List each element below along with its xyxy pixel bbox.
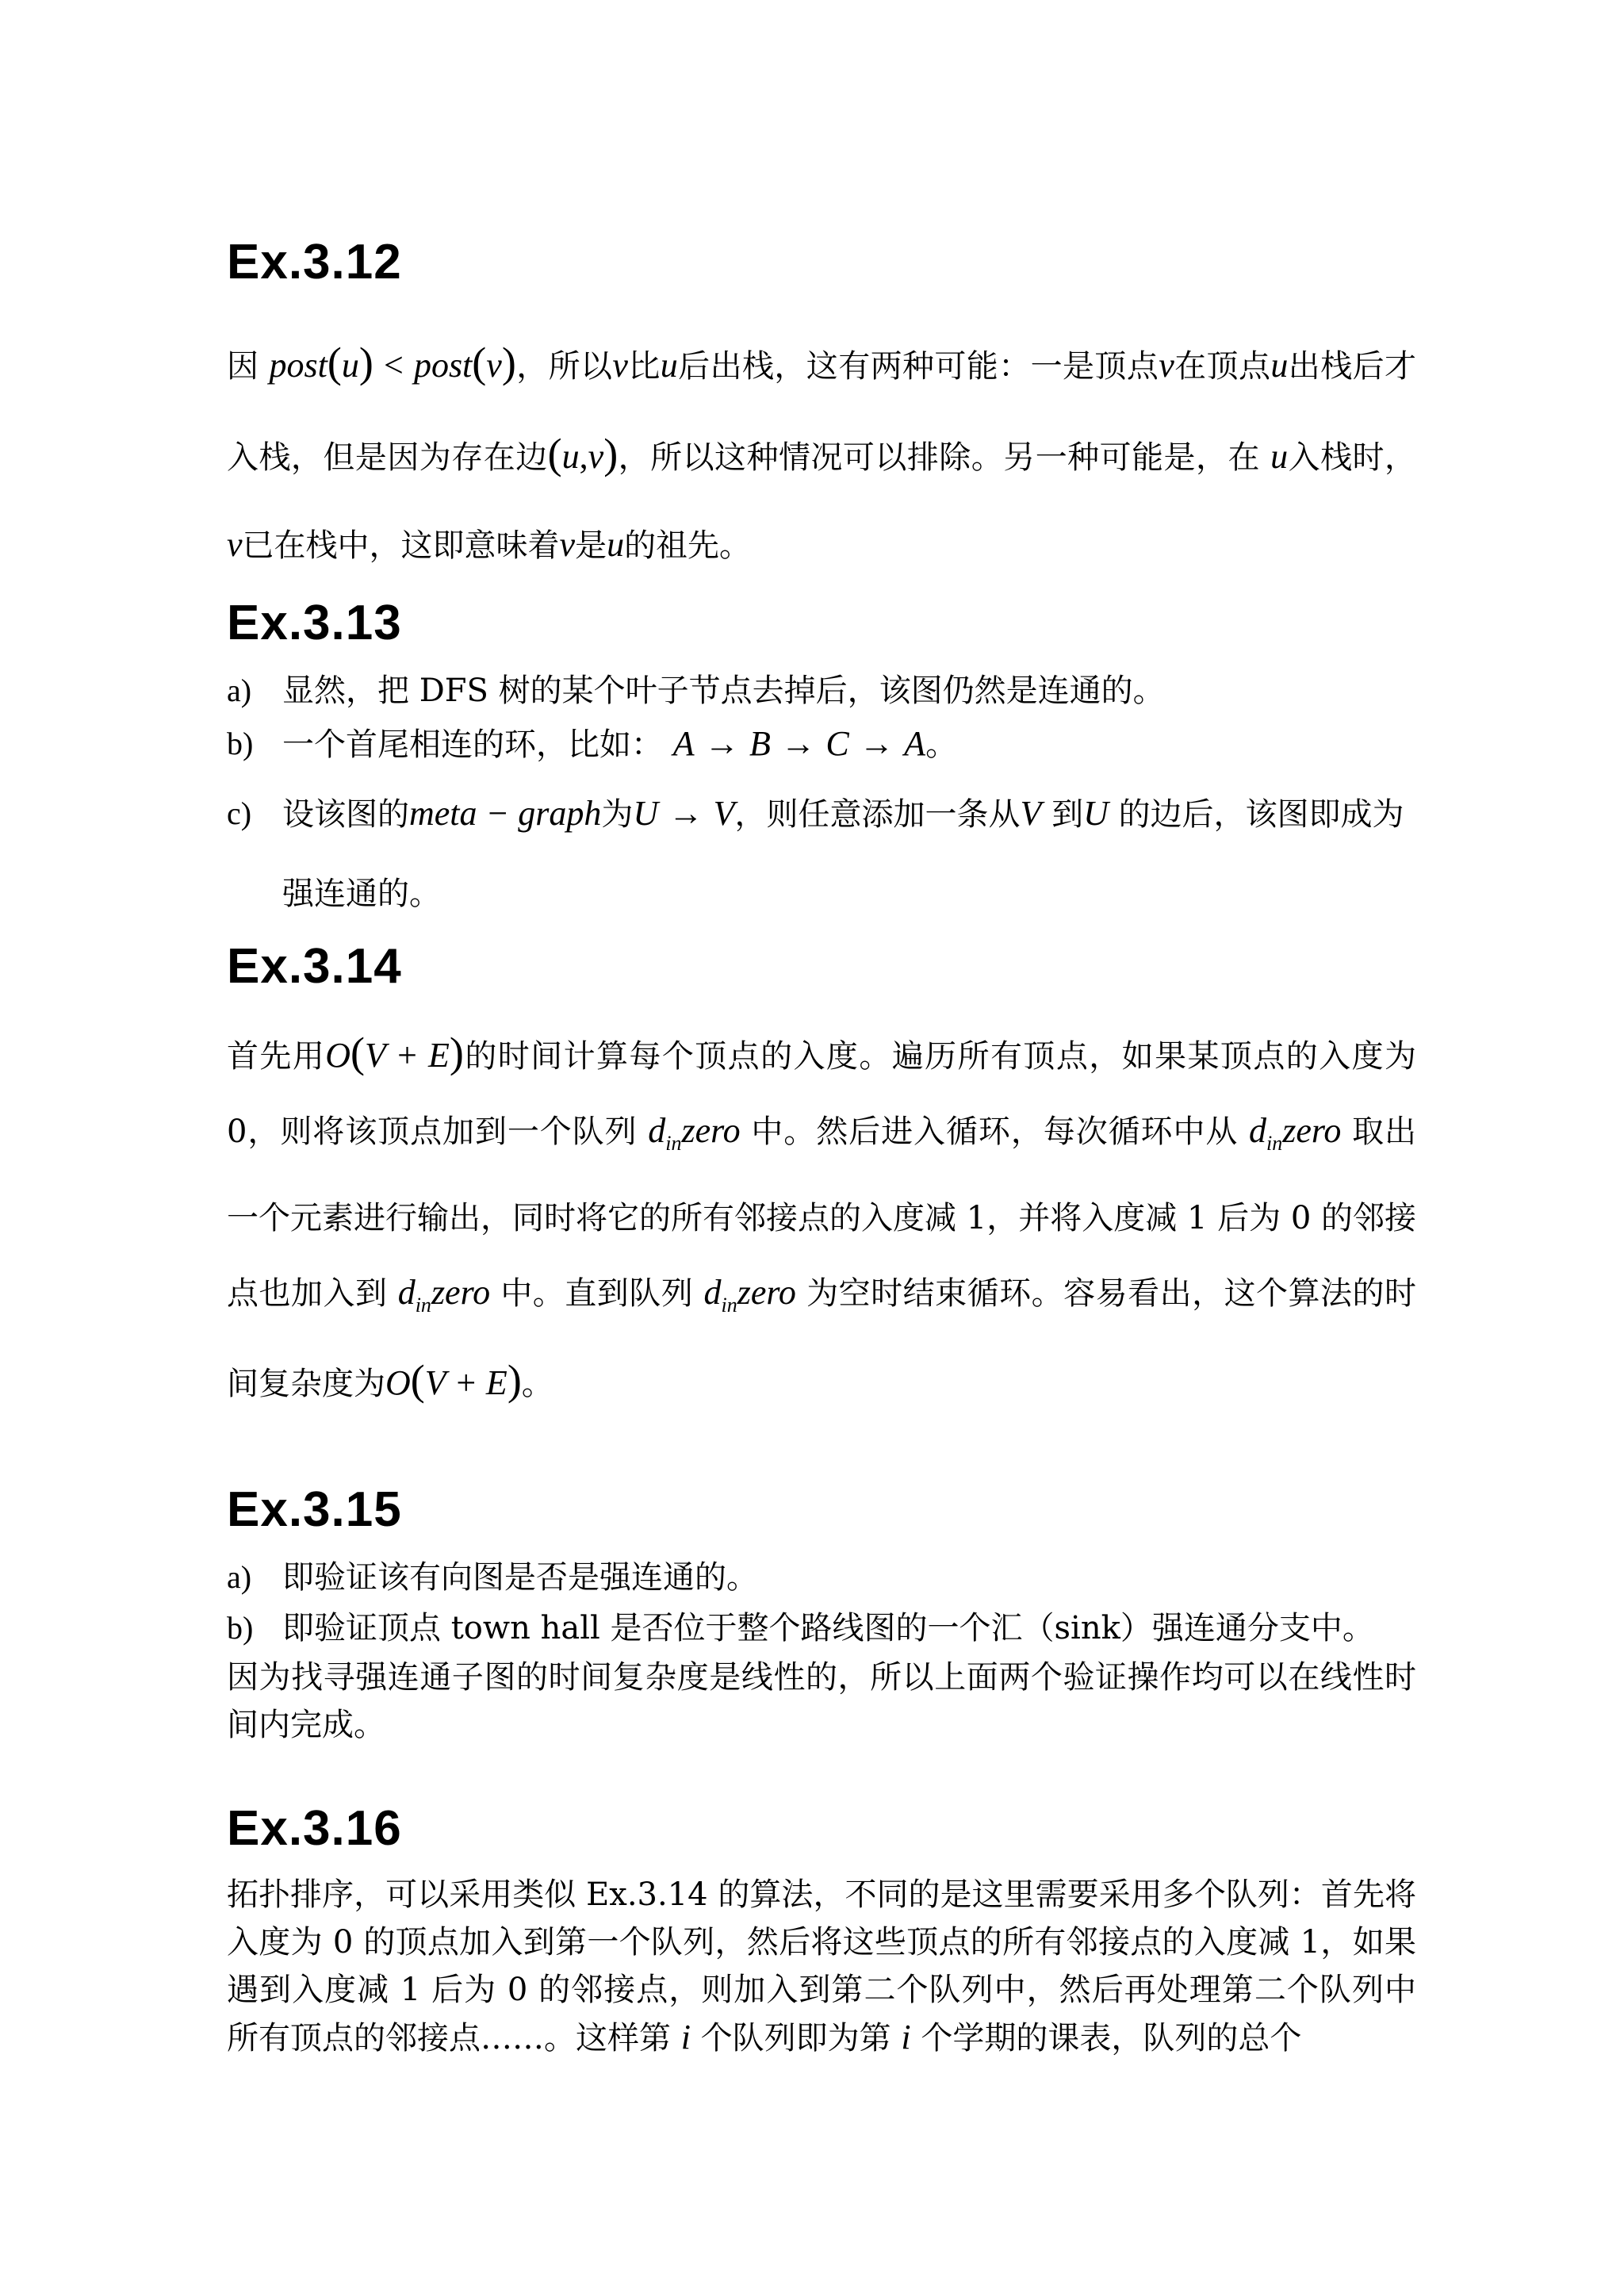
section-ex-3-15 <box>227 1482 1416 1749</box>
math-paren: ) <box>507 1356 522 1404</box>
text-run: 是 <box>575 527 607 564</box>
math-less-than: < <box>383 346 404 385</box>
list-item-text <box>282 716 1416 772</box>
text-run: 为 <box>601 796 634 833</box>
section-ex-3-13 <box>227 596 1416 933</box>
text-run: 的祖先。 <box>624 527 752 564</box>
math-u: u <box>660 346 678 385</box>
math-plus: + <box>456 1363 477 1402</box>
math-paren: ( <box>410 1356 425 1404</box>
section-heading: Ex.3.14 <box>227 939 402 994</box>
math-u-upper: U <box>633 794 659 833</box>
section-ex-3-14 <box>227 939 1417 1421</box>
math-d: d <box>648 1111 666 1150</box>
math-d: d <box>1249 1111 1267 1150</box>
paragraph-ex-3-16 <box>227 1871 1416 2062</box>
section-heading: Ex.3.13 <box>227 596 402 650</box>
math-o: O <box>325 1036 351 1075</box>
math-a: A <box>672 724 695 763</box>
text-run: 后出栈，这有两种可能：一是顶点 <box>677 348 1159 385</box>
math-v-upper: V <box>1020 794 1042 833</box>
math-d: d <box>397 1273 416 1312</box>
list-item <box>227 1552 1416 1603</box>
section-heading: Ex.3.16 <box>227 1801 402 1856</box>
list-item-label: a) <box>227 673 252 708</box>
text-run: 中。直到队列 <box>500 1275 694 1312</box>
text-run: 拓扑排序，可以采用类似 Ex.3.14 的算法，不同的是这里需要采用多个队列：首先将入度为 0 的顶点加入到第一个队列，然后将这些顶点的所有邻接点的入度减 1，如果遇到入度减 1 后为 0 的邻接点，则加入到第二个队列中，然后再处理第二个队列中所有顶点的邻接点……。这样第 <box>227 1876 1416 2056</box>
math-zero: zero <box>681 1111 741 1150</box>
section-heading: Ex.3.15 <box>227 1482 402 1537</box>
math-b: B <box>749 724 771 763</box>
math-v-upper: V <box>713 794 735 833</box>
math-v: v <box>1159 346 1174 385</box>
text-run: 个队列即为第 <box>700 2020 891 2056</box>
math-sub-in: in <box>721 1294 737 1317</box>
text-run: 设该图的 <box>282 796 409 833</box>
math-zero: zero <box>737 1273 796 1312</box>
list-item-text: 显然，把 DFS 树的某个叶子节点去掉后，该图仍然是连通的。 <box>282 673 1165 709</box>
math-arrow: → <box>859 724 894 763</box>
list-item <box>227 774 1416 933</box>
list-item-label: a) <box>227 1559 252 1595</box>
math-paren: ) <box>501 339 516 386</box>
math-i: i <box>680 2018 691 2056</box>
text-run: 。 <box>521 1366 553 1402</box>
section-heading: Ex.3.12 <box>227 235 402 289</box>
paragraph-ex-3-15: 因为找寻强连通子图的时间复杂度是线性的，所以上面两个验证操作均可以在线性时间内完成。 <box>227 1659 1416 1743</box>
list-item-text: 即验证该有向图是否是强连通的。 <box>282 1559 758 1596</box>
math-arrow: → <box>704 724 740 763</box>
math-paren: ( <box>327 339 342 386</box>
math-arrow: → <box>780 724 816 763</box>
list-item-label: c) <box>227 795 252 831</box>
math-a: A <box>904 724 926 763</box>
math-zero: zero <box>1282 1111 1342 1150</box>
text-run: 的时间计算每个顶点的入度。遍历所有顶点，如果某顶点的入度为 0，则将该顶点加到一个队列 <box>227 1038 1417 1150</box>
text-run: 中。然后进入循环，每次循环中从 <box>751 1114 1239 1150</box>
math-paren: ( <box>547 430 562 477</box>
math-v: v <box>227 525 243 564</box>
math-u: u <box>561 437 580 476</box>
math-sub-in: in <box>1266 1132 1283 1155</box>
math-plus: + <box>397 1036 417 1075</box>
text-run: 个学期的课表，队列的总个 <box>921 2020 1302 2056</box>
math-o: O <box>385 1363 411 1402</box>
text-run: 首先用 <box>227 1038 326 1075</box>
math-paren: ) <box>603 430 619 477</box>
text-run: 出栈后才入栈，但是因为存在边 <box>227 348 1417 476</box>
math-v: v <box>559 525 576 564</box>
math-e: E <box>428 1036 450 1075</box>
text-run: ，所以 <box>515 348 613 385</box>
math-e: E <box>485 1363 508 1402</box>
list-item-label: b) <box>227 726 254 761</box>
text-run: 一个首尾相连的环，比如： <box>282 726 663 763</box>
list-item-label: b) <box>227 1610 254 1646</box>
math-post: post <box>269 346 327 385</box>
math-arrow: → <box>668 794 703 833</box>
math-sub-in: in <box>665 1132 682 1155</box>
math-paren: ( <box>472 339 487 386</box>
math-i: i <box>901 2018 911 2056</box>
paragraph-ex-3-14 <box>227 1015 1416 1421</box>
math-paren: ( <box>350 1029 366 1076</box>
text-run: 入栈时， <box>1288 439 1417 476</box>
text-run: 因 <box>227 348 270 385</box>
math-u: u <box>1270 437 1289 476</box>
text-run: 为空时结束循环。容易看出，这个算法的时间复杂度为 <box>227 1275 1417 1402</box>
list-item <box>227 716 1416 772</box>
text-run: 已在栈中，这即意味着 <box>242 527 560 564</box>
math-sub-in: in <box>415 1294 431 1317</box>
math-u: u <box>1270 346 1289 385</box>
text-run: 。 <box>925 726 958 763</box>
math-v: v <box>612 346 628 385</box>
list-item <box>227 665 1416 716</box>
section-ex-3-12 <box>227 235 1417 589</box>
text-run: 到 <box>1051 796 1084 833</box>
math-comma: , <box>579 437 588 476</box>
math-zero: zero <box>431 1273 491 1312</box>
text-run: 的边后，该图即成为强连通的。 <box>282 796 1404 912</box>
math-v: v <box>588 437 604 476</box>
math-c: C <box>825 724 849 763</box>
math-d: d <box>703 1273 722 1312</box>
text-run: ，则任意添加一条从 <box>734 796 1021 833</box>
text-run: 在顶点 <box>1174 348 1271 385</box>
math-paren: ) <box>449 1029 464 1076</box>
math-paren: ) <box>358 339 373 386</box>
math-v: v <box>486 346 502 385</box>
list-item <box>227 1603 1416 1654</box>
text-run: 取出一个元素进行输出，同时将它的所有邻接点的入度减 1，并将入度减 1 后为 0 的邻接点也加入到 <box>227 1114 1417 1312</box>
math-meta-graph: meta − graph <box>409 794 602 833</box>
math-u: u <box>607 525 625 564</box>
list-item-text <box>282 774 1416 933</box>
math-u: u <box>341 346 359 385</box>
section-ex-3-16 <box>227 1801 1416 2062</box>
paragraph-ex-3-12 <box>227 319 1416 589</box>
list-item-text: 即验证顶点 town hall 是否位于整个路线图的一个汇（sink）强连通分支中。 <box>282 1610 1374 1646</box>
math-v-upper: V <box>365 1036 386 1075</box>
math-v-upper: V <box>424 1363 446 1402</box>
text-run: 比 <box>627 348 661 385</box>
math-post: post <box>413 346 473 385</box>
math-u-upper: U <box>1083 794 1109 833</box>
text-run: ，所以这种情况可以排除。另一种可能是，在 <box>618 439 1260 476</box>
